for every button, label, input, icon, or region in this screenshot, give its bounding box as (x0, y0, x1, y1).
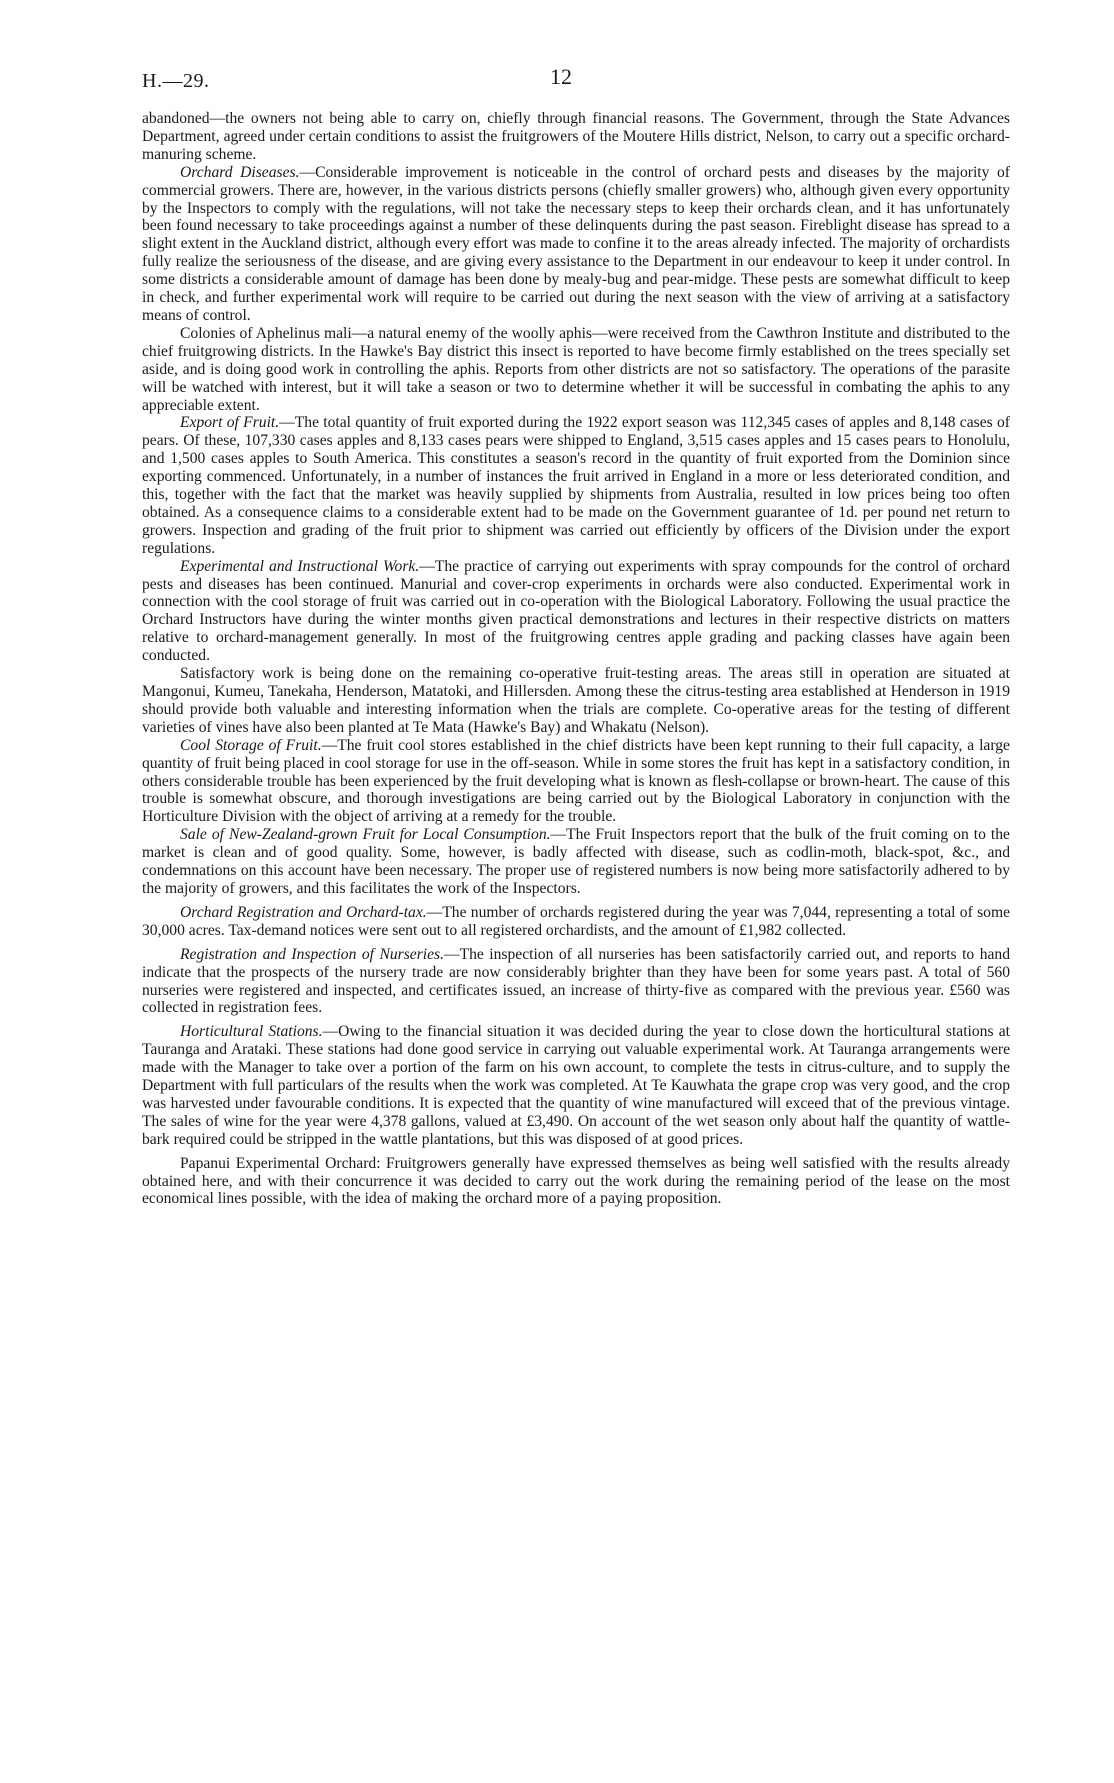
paragraph-orchard-registration (142, 904, 1010, 940)
paragraph-export-of-fruit (142, 414, 1010, 557)
section-heading: Export of Fruit. (180, 414, 280, 432)
section-heading: Orchard Diseases. (180, 163, 300, 181)
paragraph-text: —The fruit cool stores established in the chief districts have been kept running to their full capacity, a large quantity of fruit being placed in cool storage for use in the off-season. While in some stores the fruit has kept in a satisfactory condition, in others considerable trouble has been experienced by the fruit developing what is known as flesh-collapse or brown-heart. The cause of this trouble is somewhat obscure, and thorough investigations are being carried out by the Biological Laboratory in conjunction with the Horticulture Division with the object of arriving at a remedy for the trouble. (142, 736, 1010, 826)
paragraph-aphelinus (142, 325, 1010, 415)
paragraph-text: abandoned—the owners not being able to carry on, chiefly through financial reasons. The Government, through the State Advances Department, agreed under certain conditions to assist the fruitgrowers of the Moutere Hills district, Nelson, to carry out a specific orchard-manuring scheme. (142, 110, 1010, 163)
document-reference: H.—29. (142, 70, 210, 92)
paragraph-text: Colonies of Aphelinus mali—a natural enemy of the woolly aphis—were received from the Cawthron Institute and distributed to the chief fruitgrowing districts. In the Hawke's Bay district this insect is reported to have become firmly established on the trees specially set aside, and is doing good work in controlling the aphis. Reports from other districts are not so satisfactory. The operations of the parasite will be watched with interest, but it will take a season or two to determine whether it will be successful in combating the aphis to any appreciable extent. (142, 324, 1010, 414)
section-heading: Orchard Registration and Orchard-tax. (180, 903, 427, 921)
page-header (142, 56, 1010, 110)
section-heading: Sale of New-Zealand-grown Fruit for Local Consumption. (180, 826, 551, 844)
paragraph-text: —The number of orchards registered during the year was 7,044, representing a total of some 30,000 acres. Tax-demand notices were sent out to all registered orchardists, and the amount of £1,982 collected. (142, 903, 1010, 939)
paragraph-papanui (142, 1155, 1010, 1209)
paragraph-nurseries (142, 946, 1010, 1018)
paragraph-text: —Considerable improvement is noticeable in the control of orchard pests and diseases by the majority of commercial growers. There are, however, in the various districts persons (chiefly smaller growers) who, although given every opportunity by the Inspectors to comply with the regulations, will not take the necessary steps to keep their orchards clean, and it has unfortunately been found necessary to take proceedings against a number of these delinquents during the past season. Fireblight disease has spread to a slight extent in the Auckland district, although every effort was made to confine it to the areas already infected. The majority of orchardists fully realize the seriousness of the disease, and are giving every assistance to the Department in our endeavour to keep it under control. In some districts a considerable amount of damage has been done by mealy-bug and pear-midge. These pests are somewhat difficult to keep in check, and further experimental work will require to be carried out during the next season with the view of arriving at a satisfactory means of control. (142, 163, 1010, 324)
document-body (142, 110, 1010, 1208)
paragraph-continuation (142, 110, 1010, 164)
section-heading: Registration and Inspection of Nurseries. (180, 945, 444, 963)
paragraph-text: Satisfactory work is being done on the remaining co-operative fruit-testing areas. The areas still in operation are situated at Mangonui, Kumeu, Tanekaha, Henderson, Matatoki, and Hillersden. Among these the citrus-testing area established at Henderson in 1919 should provide both valuable and interesting information when the trials are complete. Co-operative areas for the testing of different varieties of vines have also been planted at Te Mata (Hawke's Bay) and Whakatu (Nelson). (142, 665, 1010, 736)
page-number: 12 (550, 64, 572, 89)
paragraph-experimental-work (142, 558, 1010, 665)
paragraph-horticultural-stations (142, 1023, 1010, 1148)
section-heading: Horticultural Stations. (180, 1023, 323, 1041)
paragraph-text: —The total quantity of fruit exported during the 1922 export season was 112,345 cases of apples and 8,148 cases of pears. Of these, 107,330 cases apples and 8,133 cases pears were shipped to England, 3,515 cases apples and 15 cases pears to Honolulu, and 1,500 cases apples to South America. This constitutes a season's record in the quantity of fruit exported from the Dominion since exporting commenced. Unfortunately, in a number of instances the fruit arrived in England in a more or less deteriorated condition, and this, together with the fact that the market was heavily supplied by shipments from Australia, resulted in low prices being too often obtained. As a consequence claims to a considerable extent had to be made on the Government guarantee of 1d. per pound net return to growers. Inspection and grading of the fruit prior to shipment was carried out efficiently by officers of the Division under the export regulations. (142, 414, 1010, 557)
section-heading: Experimental and Instructional Work. (180, 557, 420, 575)
paragraph-text: —The inspection of all nurseries has been satisfactorily carried out, and reports to hand indicate that the prospects of the nursery trade are now considerably brighter than they have been for some years past. A total of 560 nurseries were registered and inspected, and certificates issued, an increase of thirty-five as compared with the previous year. £560 was collected in registration fees. (142, 945, 1011, 1017)
paragraph-text: Papanui Experimental Orchard: Fruitgrowers generally have expressed themselves as being well satisfied with the results already obtained here, and with their concurrence it was decided to carry out the work during the remaining period of the lease on the most economical lines possible, with the idea of making the orchard more of a paying proposition. (142, 1154, 1010, 1208)
section-heading: Cool Storage of Fruit. (180, 736, 322, 754)
paragraph-cool-storage (142, 737, 1010, 827)
paragraph-fruit-testing-areas (142, 665, 1010, 737)
paragraph-text: —The Fruit Inspectors report that the bulk of the fruit coming on to the market is clean and of good quality. Some, however, is badly affected with disease, such as codlin-moth, black-spot, &c., and condemnations on this account have been necessary. The proper use of registered numbers is now being more satisfactorily adhered to by the majority of growers, and this facilitates the work of the Inspectors. (142, 826, 1010, 897)
paragraph-orchard-diseases (142, 164, 1010, 325)
paragraph-text: —The practice of carrying out experiments with spray compounds for the control of orchard pests and diseases has been continued. Manurial and cover-crop experiments in orchards were also conducted. Experimental work in connection with the cool storage of fruit was carried out in co-operation with the Biological Laboratory. Following the usual practice the Orchard Instructors have during the winter months given practical demonstrations and lectures in their respective districts on matters relative to orchard-management generally. In most of the fruitgrowing centres apple grading and packing classes have again been conducted. (142, 557, 1010, 665)
paragraph-local-sale (142, 826, 1010, 898)
paragraph-text: —Owing to the financial situation it was decided during the year to close down the horticultural stations at Tauranga and Arataki. These stations had done good service in carrying out valuable experimental work. At Tauranga arrangements were made with the Manager to take over a portion of the farm on his own account, to complete the tests in citrus-culture, and to supply the Department with full particulars of the results when the work was completed. At Te Kauwhata the grape crop was very good, and the crop was harvested under favourable conditions. It is expected that the quantity of wine manufactured will exceed that of the previous vintage. The sales of wine for the year were 4,378 gallons, valued at £3,490. On account of the wet season only about half the quantity of wattle-bark required could be stripped in the wattle plantations, but this was disposed of at good prices. (142, 1023, 1010, 1148)
